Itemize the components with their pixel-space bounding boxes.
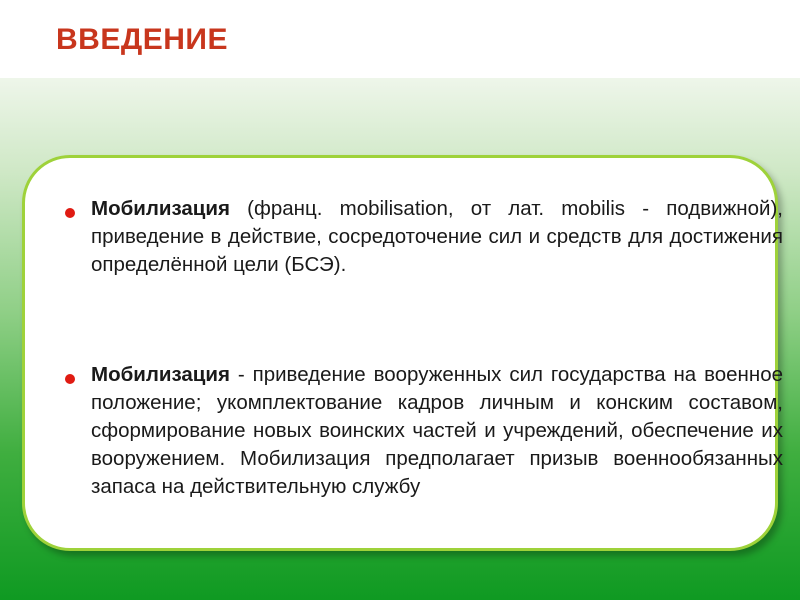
definition-term: Мобилизация (91, 197, 230, 220)
bullet-dot-icon (65, 374, 75, 384)
definition-paragraph-1 (91, 195, 783, 279)
header-band (0, 0, 800, 78)
definition-text: - приведение вооруженных сил государства на военное положение; укомплектование кадров личным и конским составом, сформирование новых воинских частей и учреждений, обеспечение их вооружением. Мобилизация предполагает призыв военнообязанных запаса на действительную службу (91, 363, 783, 498)
definition-paragraph-2 (91, 361, 783, 501)
slide-title: ВВЕДЕНИЕ (56, 23, 228, 56)
definition-term: Мобилизация (91, 363, 230, 386)
content-card (22, 155, 783, 551)
definition-text: (франц. mobilisation, от лат. mobilis - подвижной), приведение в действие, сосредоточение сил и средств для достижения определённой цели (БСЭ). (91, 197, 783, 276)
bullet-dot-icon (65, 208, 75, 218)
